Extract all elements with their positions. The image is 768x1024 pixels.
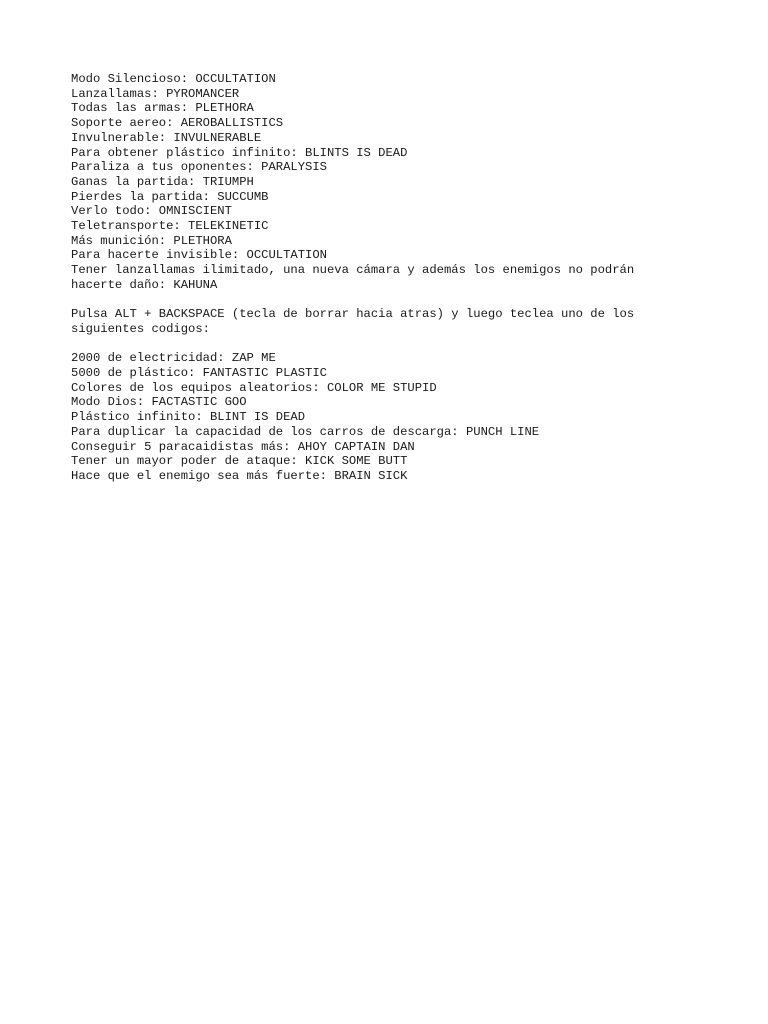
instructions-line-2: siguientes codigos: bbox=[71, 321, 210, 336]
cheat-line: Hace que el enemigo sea más fuerte: BRAIN SICK bbox=[71, 468, 408, 483]
cheat-line: Paraliza a tus oponentes: PARALYSIS bbox=[71, 160, 327, 175]
cheat-line: Teletransporte: TELEKINETIC bbox=[71, 219, 269, 234]
cheat-line-kahuna-2: hacerte daño: KAHUNA bbox=[71, 277, 218, 292]
cheat-line: Pierdes la partida: SUCCUMB bbox=[71, 189, 269, 204]
cheat-line: Colores de los equipos aleatorios: COLOR ME STUPID bbox=[71, 380, 437, 395]
cheat-line: Para obtener plástico infinito: BLINTS IS DEAD bbox=[71, 145, 408, 160]
cheat-line: 5000 de plástico: FANTASTIC PLASTIC bbox=[71, 366, 327, 381]
cheat-line: Todas las armas: PLETHORA bbox=[71, 101, 254, 116]
instructions-line-1: Pulsa ALT + BACKSPACE (tecla de borrar hacia atras) y luego teclea uno de los bbox=[71, 307, 635, 322]
document-page bbox=[71, 72, 711, 484]
cheat-line: Modo Silencioso: OCCULTATION bbox=[71, 72, 276, 86]
cheat-line: Tener un mayor poder de ataque: KICK SOME BUTT bbox=[71, 454, 408, 469]
cheat-line: Soporte aereo: AEROBALLISTICS bbox=[71, 116, 284, 131]
cheat-line: 2000 de electricidad: ZAP ME bbox=[71, 351, 276, 366]
cheat-line-kahuna-1: Tener lanzallamas ilimitado, una nueva cámara y además los enemigos no podrán bbox=[71, 263, 635, 278]
cheat-line: Para hacerte invisible: OCCULTATION bbox=[71, 248, 327, 263]
instructions-paragraph bbox=[71, 307, 711, 336]
cheat-list-secondary bbox=[71, 351, 711, 483]
cheat-line: Verlo todo: OMNISCIENT bbox=[71, 204, 232, 219]
cheat-line: Plástico infinito: BLINT IS DEAD bbox=[71, 410, 306, 425]
cheat-line: Conseguir 5 paracaidistas más: AHOY CAPTAIN DAN bbox=[71, 439, 415, 454]
cheat-line: Modo Dios: FACTASTIC GOO bbox=[71, 395, 247, 410]
cheat-line: Invulnerable: INVULNERABLE bbox=[71, 130, 262, 145]
cheat-line: Para duplicar la capacidad de los carros de descarga: PUNCH LINE bbox=[71, 424, 540, 439]
cheat-line: Ganas la partida: TRIUMPH bbox=[71, 174, 254, 189]
cheat-list-primary bbox=[71, 72, 711, 293]
cheat-line: Lanzallamas: PYROMANCER bbox=[71, 86, 240, 101]
cheat-line: Más munición: PLETHORA bbox=[71, 233, 232, 248]
